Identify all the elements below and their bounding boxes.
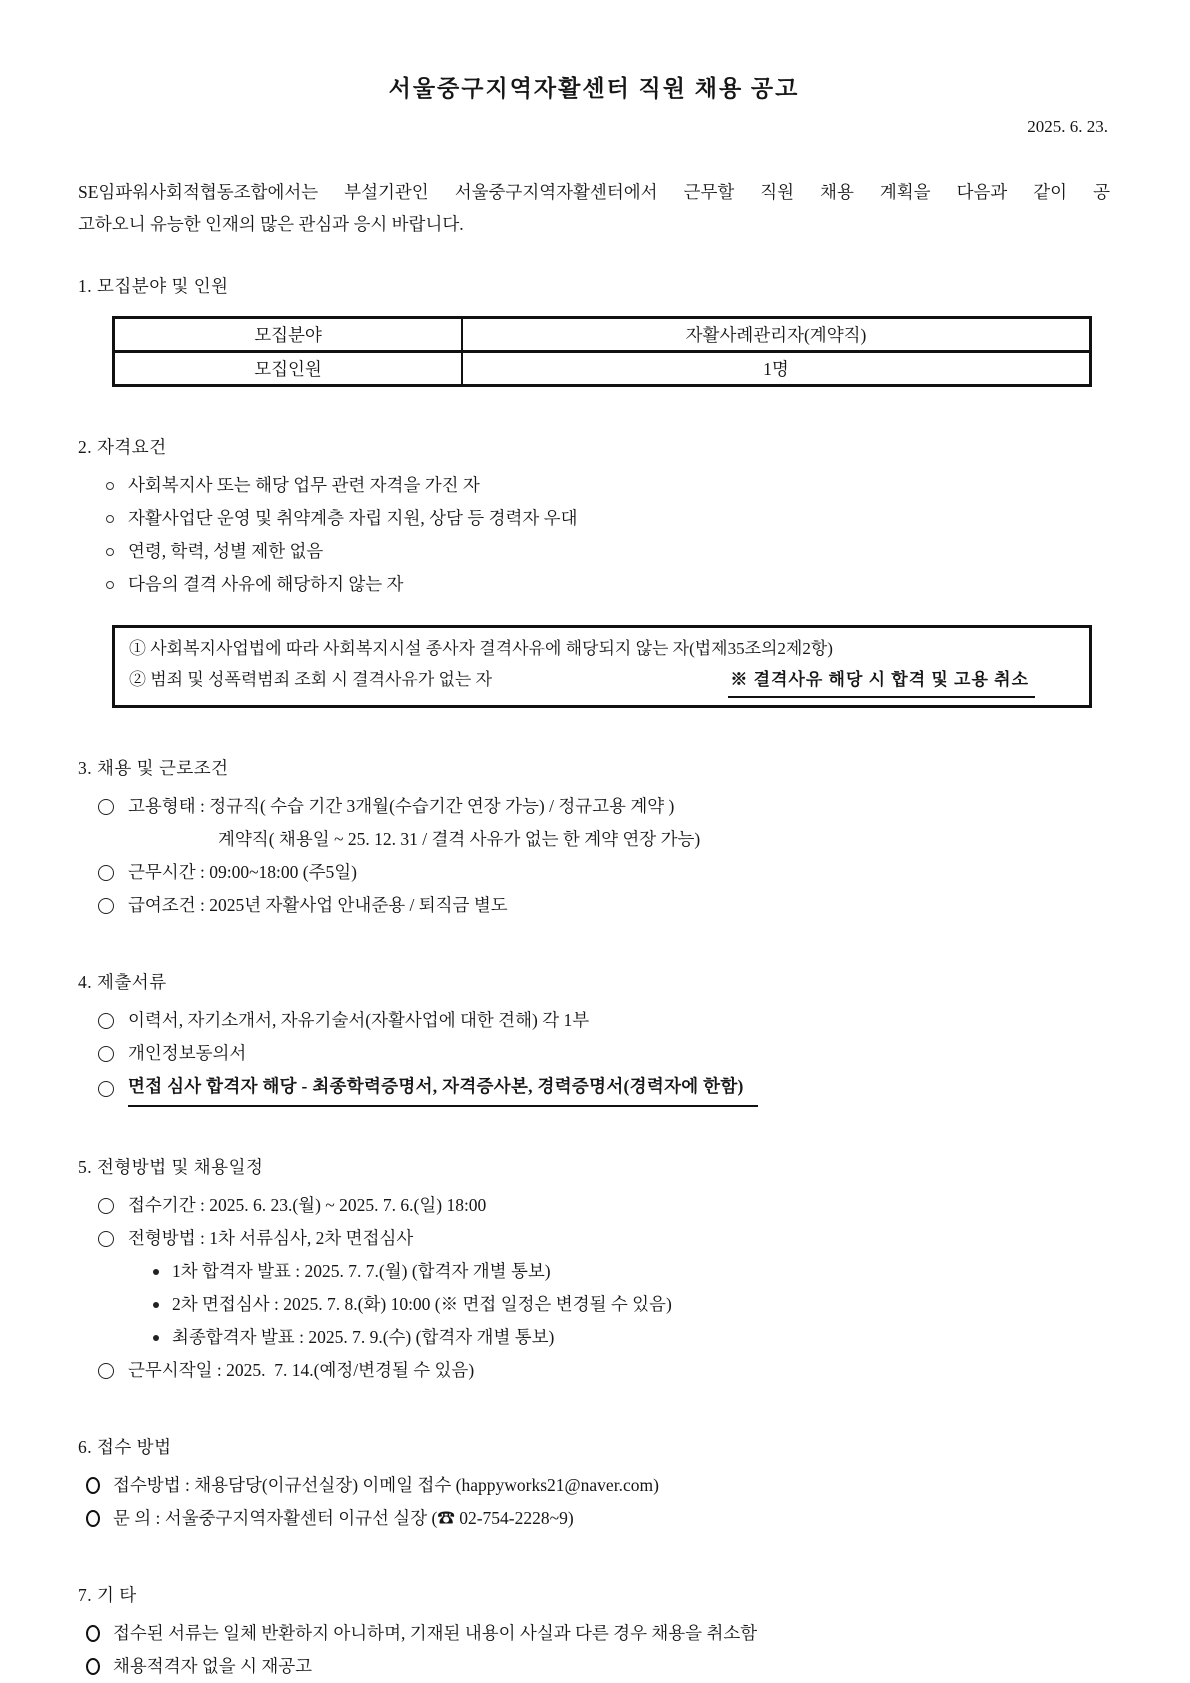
section-4-heading: 4. 제출서류 <box>78 972 167 992</box>
circle-bullet-icon <box>98 1081 114 1097</box>
heavy-circle-bullet-icon <box>86 1510 100 1527</box>
circle-bullet-icon <box>98 1363 114 1379</box>
sub-list-item-text: 최종합격자 발표 : 2025. 7. 9.(수) (합격자 개별 통보) <box>172 1327 555 1347</box>
circle-bullet-icon <box>98 1013 114 1029</box>
list-item <box>98 1070 1110 1107</box>
etc-list <box>78 1617 1110 1683</box>
list-item-text: 급여조건 : 2025년 자활사업 안내준용 / 퇴직금 별도 <box>128 895 508 915</box>
intro-line-1: SE임파워사회적협동조합에서는 부설기관인 서울중구지역자활센터에서 근무할 직원 채용 계획을 다음과 같이 공 <box>78 182 1110 202</box>
application-method-list <box>78 1469 1110 1535</box>
list-item <box>98 1037 1110 1070</box>
heavy-circle-bullet-icon <box>86 1658 100 1675</box>
section-6-heading: 6. 접수 방법 <box>78 1437 172 1457</box>
recruit-count-label: 모집인원 <box>114 352 463 386</box>
section-7-heading: 7. 기 타 <box>78 1585 137 1605</box>
list-item-text: 개인정보동의서 <box>128 1043 247 1063</box>
section-2-heading: 2. 자격요건 <box>78 437 167 457</box>
section-3-heading: 3. 채용 및 근로조건 <box>78 758 229 778</box>
sub-list-item-text: 2차 면접심사 : 2025. 7. 8.(화) 10:00 (※ 면접 일정은 변경될 수 있음) <box>172 1294 672 1314</box>
list-item <box>98 856 1110 889</box>
disqualification-warning: ※ 결격사유 해당 시 합격 및 고용 취소 <box>728 664 1035 698</box>
documents-emphasis-item: 면접 심사 합격자 해당 - 최종학력증명서, 자격증사본, 경력증명서(경력자에 한함) <box>128 1070 758 1107</box>
contact-info: 문 의 : 서울중구지역자활센터 이규선 실장 (☎ 02-754-2228~9) <box>113 1508 574 1528</box>
list-item <box>98 1222 1110 1255</box>
application-method: 접수방법 : 채용담당(이규선실장) 이메일 접수 (happyworks21@naver.com) <box>113 1475 659 1495</box>
page-title: 서울중구지역자활센터 직원 채용 공고 <box>388 76 800 101</box>
open-circle-bullet-icon <box>106 515 114 523</box>
employment-conditions-list <box>78 790 1110 922</box>
list-item <box>106 469 1110 502</box>
box-line-2-text: ② 범죄 및 성폭력범죄 조회 시 결격사유가 없는 자 <box>129 670 493 689</box>
dot-bullet-icon <box>153 1269 159 1275</box>
list-item <box>86 1617 1110 1650</box>
list-item-text: 채용적격자 없을 시 재공고 <box>113 1656 313 1676</box>
selection-method: 전형방법 : 1차 서류심사, 2차 면접심사 <box>128 1228 414 1248</box>
list-item <box>98 1004 1110 1037</box>
section-5-heading: 5. 전형방법 및 채용일정 <box>78 1157 264 1177</box>
sub-list-item <box>98 1321 1110 1354</box>
table-row <box>114 352 1091 386</box>
open-circle-bullet-icon <box>106 482 114 490</box>
list-item-text: 사회복지사 또는 해당 업무 관련 자격을 가진 자 <box>128 475 480 495</box>
circle-bullet-icon <box>98 1046 114 1062</box>
list-item-text: 이력서, 자기소개서, 자유기술서(자활사업에 대한 견해) 각 1부 <box>128 1010 590 1030</box>
section-1-heading: 1. 모집분야 및 인원 <box>78 276 229 296</box>
table-row <box>114 318 1091 352</box>
recruit-field-value: 자활사례관리자(계약직) <box>462 318 1091 352</box>
list-item <box>98 1354 1110 1387</box>
work-start-date: 근무시작일 : 2025. 7. 14.(예정/변경될 수 있음) <box>128 1360 475 1380</box>
list-item <box>98 790 1110 823</box>
open-circle-bullet-icon <box>106 581 114 589</box>
dot-bullet-icon <box>153 1302 159 1308</box>
heavy-circle-bullet-icon <box>86 1477 100 1494</box>
sub-list-item <box>98 1288 1110 1321</box>
recruit-table <box>112 316 1092 387</box>
intro-paragraph <box>78 176 1110 240</box>
circle-bullet-icon <box>98 865 114 881</box>
list-item <box>98 889 1110 922</box>
sub-list-item <box>98 1255 1110 1288</box>
doc-date: 2025. 6. 23. <box>1027 117 1108 136</box>
list-item-continuation: 계약직( 채용일 ~ 25. 12. 31 / 결격 사유가 없는 한 계약 연장 가능) <box>218 829 701 849</box>
circle-bullet-icon <box>98 799 114 815</box>
box-line-2 <box>129 664 1075 698</box>
list-item-text: 연령, 학력, 성별 제한 없음 <box>128 541 324 561</box>
list-item <box>106 568 1110 601</box>
list-item <box>106 502 1110 535</box>
documents-list <box>78 1004 1110 1107</box>
application-period: 접수기간 : 2025. 6. 23.(월) ~ 2025. 7. 6.(일) 18:00 <box>128 1195 487 1215</box>
sub-list-item-text: 1차 합격자 발표 : 2025. 7. 7.(월) (합격자 개별 통보) <box>172 1261 551 1281</box>
list-item-text: 접수된 서류는 일체 반환하지 아니하며, 기재된 내용이 사실과 다른 경우 채용을 취소함 <box>113 1623 758 1643</box>
circle-bullet-icon <box>98 1198 114 1214</box>
disqualification-notice-box <box>112 625 1092 708</box>
list-item-text: 자활사업단 운영 및 취약계층 자립 지원, 상담 등 경력자 우대 <box>128 508 578 528</box>
list-item <box>98 1189 1110 1222</box>
circle-bullet-icon <box>98 1231 114 1247</box>
open-circle-bullet-icon <box>106 548 114 556</box>
list-item <box>86 1650 1110 1683</box>
list-item <box>106 535 1110 568</box>
list-item <box>86 1469 1110 1502</box>
qualification-list <box>78 469 1110 601</box>
recruit-field-label: 모집분야 <box>114 318 463 352</box>
circle-bullet-icon <box>98 898 114 914</box>
recruit-count-value: 1명 <box>462 352 1091 386</box>
intro-line-2: 고하오니 유능한 인재의 많은 관심과 응시 바랍니다. <box>78 214 464 234</box>
dot-bullet-icon <box>153 1335 159 1341</box>
heavy-circle-bullet-icon <box>86 1625 100 1642</box>
list-item <box>86 1502 1110 1535</box>
schedule-list <box>78 1189 1110 1387</box>
list-item-text: 근무시간 : 09:00~18:00 (주5일) <box>128 862 358 882</box>
list-item-text: 다음의 결격 사유에 해당하지 않는 자 <box>128 574 404 594</box>
box-line-1: ① 사회복지사업법에 따라 사회복지시설 종사자 결격사유에 해당되지 않는 자(법제35조의2제2항) <box>129 639 833 658</box>
list-item-text: 고용형태 : 정규직( 수습 기간 3개월(수습기간 연장 가능) / 정규고용 계약 ) <box>128 796 675 816</box>
